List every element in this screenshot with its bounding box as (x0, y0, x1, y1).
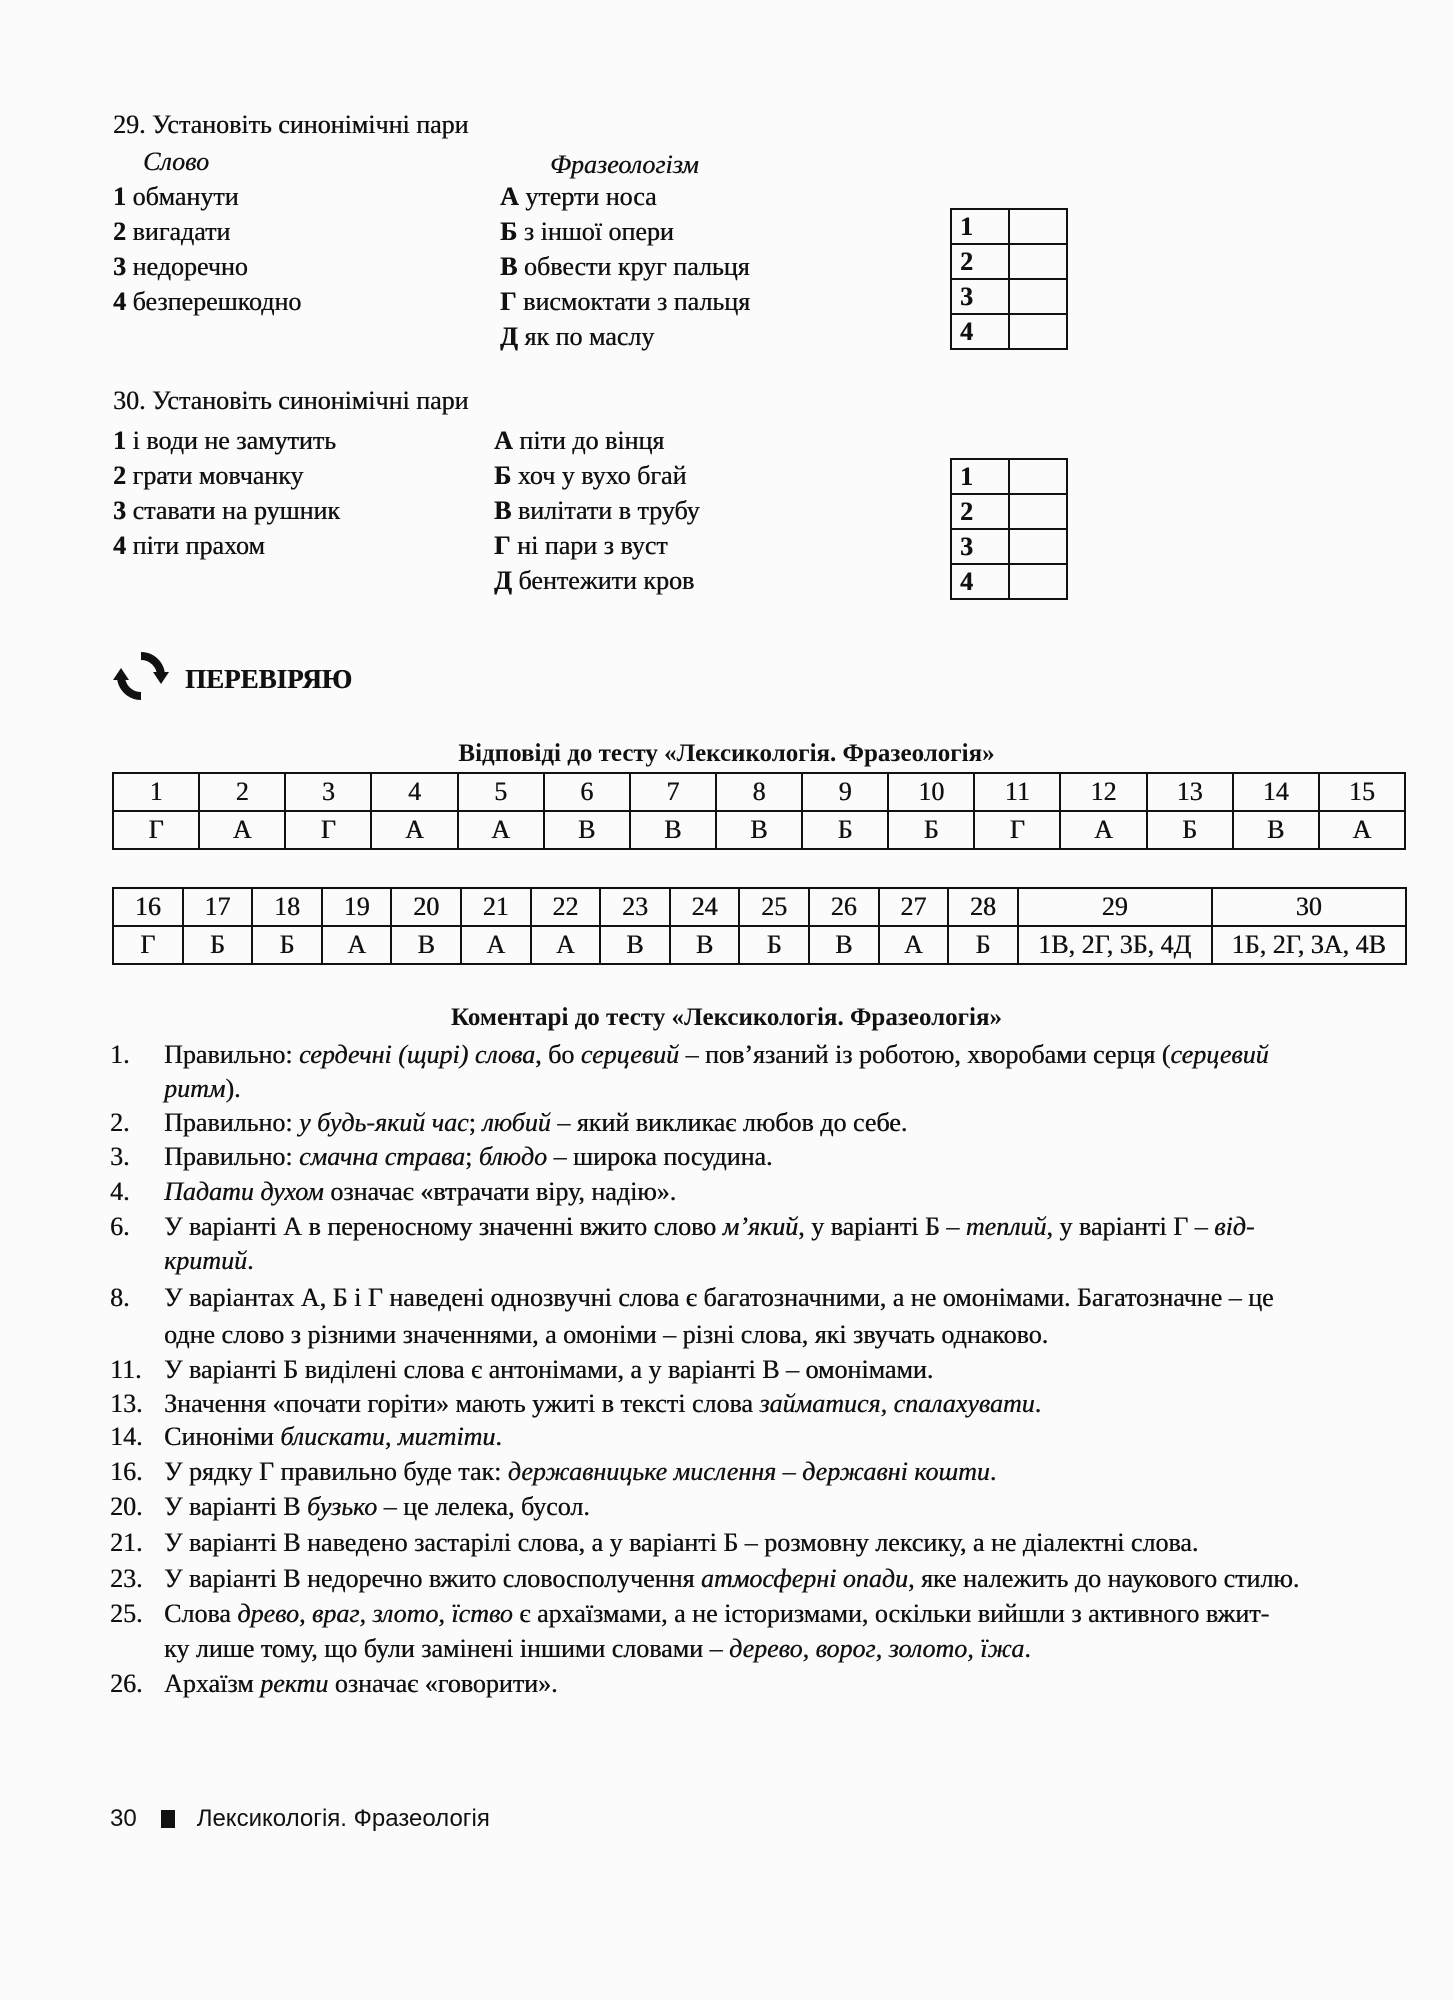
comment-line (164, 1177, 676, 1207)
item-letter: В (500, 252, 518, 281)
item-text: вигадати (126, 217, 231, 246)
refresh-icon (113, 648, 169, 704)
comment-text: Правильно: (164, 1040, 299, 1069)
answer-value: А (322, 926, 392, 964)
answer-value: Б (252, 926, 322, 964)
item-text: хоч у вухо бгай (511, 461, 687, 490)
item-number: 2 (113, 461, 126, 490)
answer-value: Б (888, 811, 974, 849)
grid-row-label: 4 (951, 314, 1009, 349)
page-number: 30 (110, 1805, 137, 1832)
item-letter: Д (500, 322, 518, 351)
word-item (113, 426, 336, 456)
answer-value: А (458, 811, 544, 849)
italic-term: у будь-який час (298, 1108, 469, 1137)
question-number: 10 (888, 773, 974, 811)
comment-text: . (246, 1246, 254, 1275)
answer-value: Б (183, 926, 253, 964)
answer-value: В (809, 926, 879, 964)
comment-text: Синоніми (164, 1422, 281, 1451)
question-number: 14 (1233, 773, 1319, 811)
answer-value: В (670, 926, 740, 964)
answer-row (113, 926, 1406, 964)
answer-cell[interactable] (1009, 314, 1067, 349)
item-text: з іншої опери (517, 217, 674, 246)
comment-text: У варіанті В наведено застарілі слова, а у варіанті Б – розмовну лексику, а не діалектні слова. (164, 1528, 1199, 1557)
comment-text: У варіанті В недоречно вжито словосполучення (164, 1564, 701, 1593)
comment-text: ; (465, 1142, 479, 1171)
question-number: 4 (371, 773, 457, 811)
comment-text: , у варіанті Б – (798, 1212, 966, 1241)
question-number: 25 (739, 888, 809, 926)
italic-term: атмосферні опади (700, 1564, 908, 1593)
item-text: обвести круг пальця (517, 252, 750, 281)
comment-text: Правильно: (164, 1142, 299, 1171)
answer-value: Б (1147, 811, 1233, 849)
item-number: 3 (113, 496, 126, 525)
answer-cell[interactable] (1009, 459, 1067, 494)
answer-value: А (461, 926, 531, 964)
comment-text: означає «втрачати віру, надію». (323, 1177, 677, 1206)
italic-term: критий (164, 1246, 247, 1275)
item-number: 1 (113, 426, 126, 455)
grid-row-label: 1 (951, 209, 1009, 244)
phrase-item (494, 496, 700, 526)
answer-cell[interactable] (1009, 209, 1067, 244)
comment-text: У варіантах А, Б і Г наведені однозвучні слова є багатозначними, а не омонімами. Багатозначне – це (164, 1283, 1274, 1312)
answer-value: 1В, 2Г, 3Б, 4Д (1018, 926, 1212, 964)
item-letter: Б (500, 217, 518, 246)
grid-row-label: 2 (951, 494, 1009, 529)
question-number: 24 (670, 888, 740, 926)
comment-line (164, 1040, 1269, 1070)
italic-term: древо, враг, злото, їство (237, 1599, 513, 1628)
item-text: висмоктати з пальця (516, 287, 751, 316)
grid-row-label: 3 (951, 529, 1009, 564)
item-text: бентежити кров (511, 566, 695, 595)
comment-line (164, 1599, 1269, 1629)
comment-line (164, 1320, 1048, 1350)
answer-value: Г (113, 811, 199, 849)
question-number: 17 (183, 888, 253, 926)
comment-text: . (989, 1457, 997, 1486)
comment-text: У варіанті В (164, 1492, 307, 1521)
item-text: ставати на рушник (126, 496, 340, 525)
phrase-item (500, 252, 750, 282)
section-title: ПЕРЕВІРЯЮ (185, 664, 353, 694)
grid-row-label: 1 (951, 459, 1009, 494)
square-bullet-icon (161, 1810, 175, 1828)
question-number: 6 (544, 773, 630, 811)
answer-value: В (391, 926, 461, 964)
answers-title: Відповіді до тесту «Лексикологія. Фразеологія» (458, 740, 995, 767)
phrase-item (494, 461, 686, 491)
italic-term: м’який (722, 1212, 799, 1241)
question-number: 15 (1319, 773, 1405, 811)
comment-text: Значення «почати горіти» мають ужиті в тексті слова (164, 1389, 760, 1418)
comments-title: Коментарі до тесту «Лексикологія. Фразеологія» (451, 1004, 1002, 1031)
word-item (113, 461, 303, 491)
comment-number: 21. (110, 1528, 143, 1557)
answers-table-2 (112, 887, 1407, 965)
comment-number: 20. (110, 1492, 143, 1521)
comment-text: – пов’язаний із роботою, хворобами серця ( (679, 1040, 1171, 1069)
phrase-item (500, 182, 657, 212)
item-number: 4 (113, 531, 126, 560)
question-number: 28 (948, 888, 1018, 926)
comment-number: 6. (110, 1212, 130, 1241)
comment-line (164, 1669, 557, 1699)
answer-grid (950, 458, 1068, 600)
question-number: 2 (199, 773, 285, 811)
comment-number: 26. (110, 1669, 143, 1698)
question-number: 11 (974, 773, 1060, 811)
comment-text: Правильно: (164, 1108, 299, 1137)
grid-row-label: 2 (951, 244, 1009, 279)
phrase-item (500, 287, 750, 317)
phrase-item (494, 566, 694, 596)
question-number: 3 (285, 773, 371, 811)
answer-cell[interactable] (1009, 279, 1067, 314)
answer-value: А (1060, 811, 1146, 849)
answer-value: А (531, 926, 601, 964)
comment-text: У варіанті Б виділені слова є антонімами, а у варіанті В – омонімами. (164, 1355, 934, 1384)
item-letter: А (500, 182, 519, 211)
question-number: 22 (531, 888, 601, 926)
comment-line (164, 1528, 1198, 1558)
word-item (113, 252, 248, 282)
answer-row (113, 811, 1405, 849)
italic-term: від- (1214, 1212, 1255, 1241)
question-number: 16 (113, 888, 183, 926)
question-number: 21 (461, 888, 531, 926)
comment-text: . (495, 1422, 502, 1451)
italic-term: серцевий (1170, 1040, 1269, 1069)
item-letter: Г (500, 287, 517, 316)
question-number: 12 (1060, 773, 1146, 811)
italic-term: смачна страва (298, 1142, 466, 1171)
answer-value: Г (285, 811, 371, 849)
italic-term: ритм (164, 1074, 226, 1103)
comment-line (164, 1634, 1031, 1664)
item-text: і води не замутить (126, 426, 336, 455)
item-letter: В (494, 496, 512, 525)
answer-cell[interactable] (1009, 529, 1067, 564)
comment-line (164, 1283, 1274, 1313)
italic-term: любий (482, 1108, 551, 1137)
answer-grid (950, 208, 1068, 350)
answer-value: Г (974, 811, 1060, 849)
comment-text: Архаїзм (164, 1669, 261, 1698)
comment-number: 1. (110, 1040, 130, 1069)
comment-line (164, 1108, 907, 1138)
answer-value: В (1233, 811, 1319, 849)
comment-text: ку лише тому, що були замінені іншими словами – (164, 1634, 729, 1663)
comment-number: 11. (110, 1355, 142, 1384)
comment-text: У рядку Г правильно буде так: (164, 1457, 508, 1486)
answer-value: В (716, 811, 802, 849)
comment-line (164, 1355, 933, 1385)
answer-value: Б (802, 811, 888, 849)
page-footer (110, 1805, 490, 1833)
comment-text: . (1034, 1389, 1042, 1418)
answers-table-1 (112, 772, 1406, 850)
phrase-item (494, 531, 668, 561)
comment-text: одне слово з різними значеннями, а омоніми – різні слова, які звучать однаково. (164, 1320, 1049, 1349)
italic-term: бузько (307, 1492, 378, 1521)
comment-number: 2. (110, 1108, 130, 1137)
comment-text: ). (225, 1074, 241, 1103)
phrase-item (500, 217, 674, 247)
answer-value: Г (113, 926, 183, 964)
comment-number: 4. (110, 1177, 130, 1206)
answer-value: А (371, 811, 457, 849)
comment-line (164, 1422, 502, 1452)
answer-value: В (544, 811, 630, 849)
item-letter: Б (494, 461, 512, 490)
comment-number: 23. (110, 1564, 143, 1593)
word-item (113, 182, 238, 212)
comment-line (164, 1389, 1041, 1419)
comment-text: означає «говорити». (328, 1669, 558, 1698)
item-text: утерти носа (518, 182, 657, 211)
item-text: як по маслу (517, 322, 655, 351)
item-text: грати мовчанку (126, 461, 304, 490)
question-number: 30 (1212, 888, 1406, 926)
comment-number: 3. (110, 1142, 130, 1171)
question-number: 19 (322, 888, 392, 926)
phrase-item (494, 426, 664, 456)
word-item (113, 531, 265, 561)
question-number: 9 (802, 773, 888, 811)
word-item (113, 217, 230, 247)
question-number: 1 (113, 773, 199, 811)
comment-text: У варіанті А в переносному значенні вжито слово (164, 1212, 723, 1241)
italic-term: державницьке мислення – державні кошти (507, 1457, 990, 1486)
comment-text: є архаїзмами, а не історизмами, оскільки вийшли з активного вжит- (512, 1599, 1270, 1628)
comment-text: ; (468, 1108, 483, 1137)
italic-term: серцевий (580, 1040, 679, 1069)
comment-number: 8. (110, 1283, 130, 1312)
comment-text: . (1024, 1634, 1031, 1663)
item-number: 4 (113, 287, 126, 316)
column-header-word: Слово (143, 147, 209, 176)
grid-row-label: 3 (951, 279, 1009, 314)
item-text: ні пари з вуст (510, 531, 668, 560)
italic-term: займатися, спалахувати (759, 1389, 1035, 1418)
question-number: 13 (1147, 773, 1233, 811)
word-item (113, 496, 340, 526)
comment-text: , бо (535, 1040, 581, 1069)
italic-term: ректи (260, 1669, 329, 1698)
comment-number: 14. (110, 1422, 143, 1451)
item-letter: А (494, 426, 513, 455)
comment-text: – широка посудина. (547, 1142, 773, 1171)
question-number: 7 (630, 773, 716, 811)
item-text: недоречно (126, 252, 248, 281)
grid-row-label: 4 (951, 564, 1009, 599)
comment-number: 16. (110, 1457, 143, 1486)
item-text: піти прахом (126, 531, 265, 560)
item-text: піти до вінця (512, 426, 665, 455)
column-header-phraseologism: Фразеологізм (550, 150, 699, 179)
answer-value: 1Б, 2Г, 3А, 4В (1212, 926, 1406, 964)
answer-value: А (879, 926, 949, 964)
answer-cell[interactable] (1009, 494, 1067, 529)
comment-text: , у варіанті Г – (1046, 1212, 1215, 1241)
answer-value: А (1319, 811, 1405, 849)
word-item (113, 287, 301, 317)
comment-line (164, 1074, 241, 1104)
item-number: 1 (113, 182, 126, 211)
comment-text: Слова (164, 1599, 238, 1628)
italic-term: теплий (965, 1212, 1047, 1241)
answer-value: В (630, 811, 716, 849)
comment-text: – це лелека, бусол. (377, 1492, 590, 1521)
question-number-row (113, 888, 1406, 926)
answer-cell[interactable] (1009, 244, 1067, 279)
italic-term: сердечні (щирі) слова (298, 1040, 536, 1069)
question-number: 27 (879, 888, 949, 926)
question-title: 30. Установіть синонімічні пари (113, 386, 469, 415)
comment-line (164, 1564, 1299, 1594)
comment-number: 13. (110, 1389, 143, 1418)
item-number: 3 (113, 252, 126, 281)
item-letter: Г (494, 531, 511, 560)
question-number: 20 (391, 888, 461, 926)
question-number: 26 (809, 888, 879, 926)
comment-number: 25. (110, 1599, 143, 1628)
comment-line (164, 1142, 772, 1172)
italic-term: дерево, ворог, золото, їжа (728, 1634, 1025, 1663)
question-number: 18 (252, 888, 322, 926)
comment-line (164, 1492, 590, 1522)
answer-value: Б (948, 926, 1018, 964)
comment-line (164, 1457, 996, 1487)
answer-value: В (600, 926, 670, 964)
item-text: безперешкодно (126, 287, 302, 316)
comment-line (164, 1212, 1255, 1242)
italic-term: Падати духом (164, 1177, 324, 1206)
comment-line (164, 1246, 253, 1276)
item-number: 2 (113, 217, 126, 246)
question-number: 23 (600, 888, 670, 926)
answer-value: Б (739, 926, 809, 964)
answer-cell[interactable] (1009, 564, 1067, 599)
item-text: вилітати в трубу (511, 496, 700, 525)
item-text: обманути (126, 182, 239, 211)
question-number: 29 (1018, 888, 1212, 926)
question-number-row (113, 773, 1405, 811)
phrase-item (500, 322, 654, 352)
question-number: 5 (458, 773, 544, 811)
italic-term: блюдо (478, 1142, 547, 1171)
comment-text: – який викликає любов до себе. (550, 1108, 908, 1137)
question-title: 29. Установіть синонімічні пари (113, 110, 469, 139)
comment-text: , яке належить до наукового стилю. (907, 1564, 1300, 1593)
item-letter: Д (494, 566, 512, 595)
footer-section: Лексикологія. Фразеологія (196, 1805, 490, 1832)
question-number: 8 (716, 773, 802, 811)
italic-term: блискати, мигтіти (280, 1422, 496, 1451)
answer-value: А (199, 811, 285, 849)
